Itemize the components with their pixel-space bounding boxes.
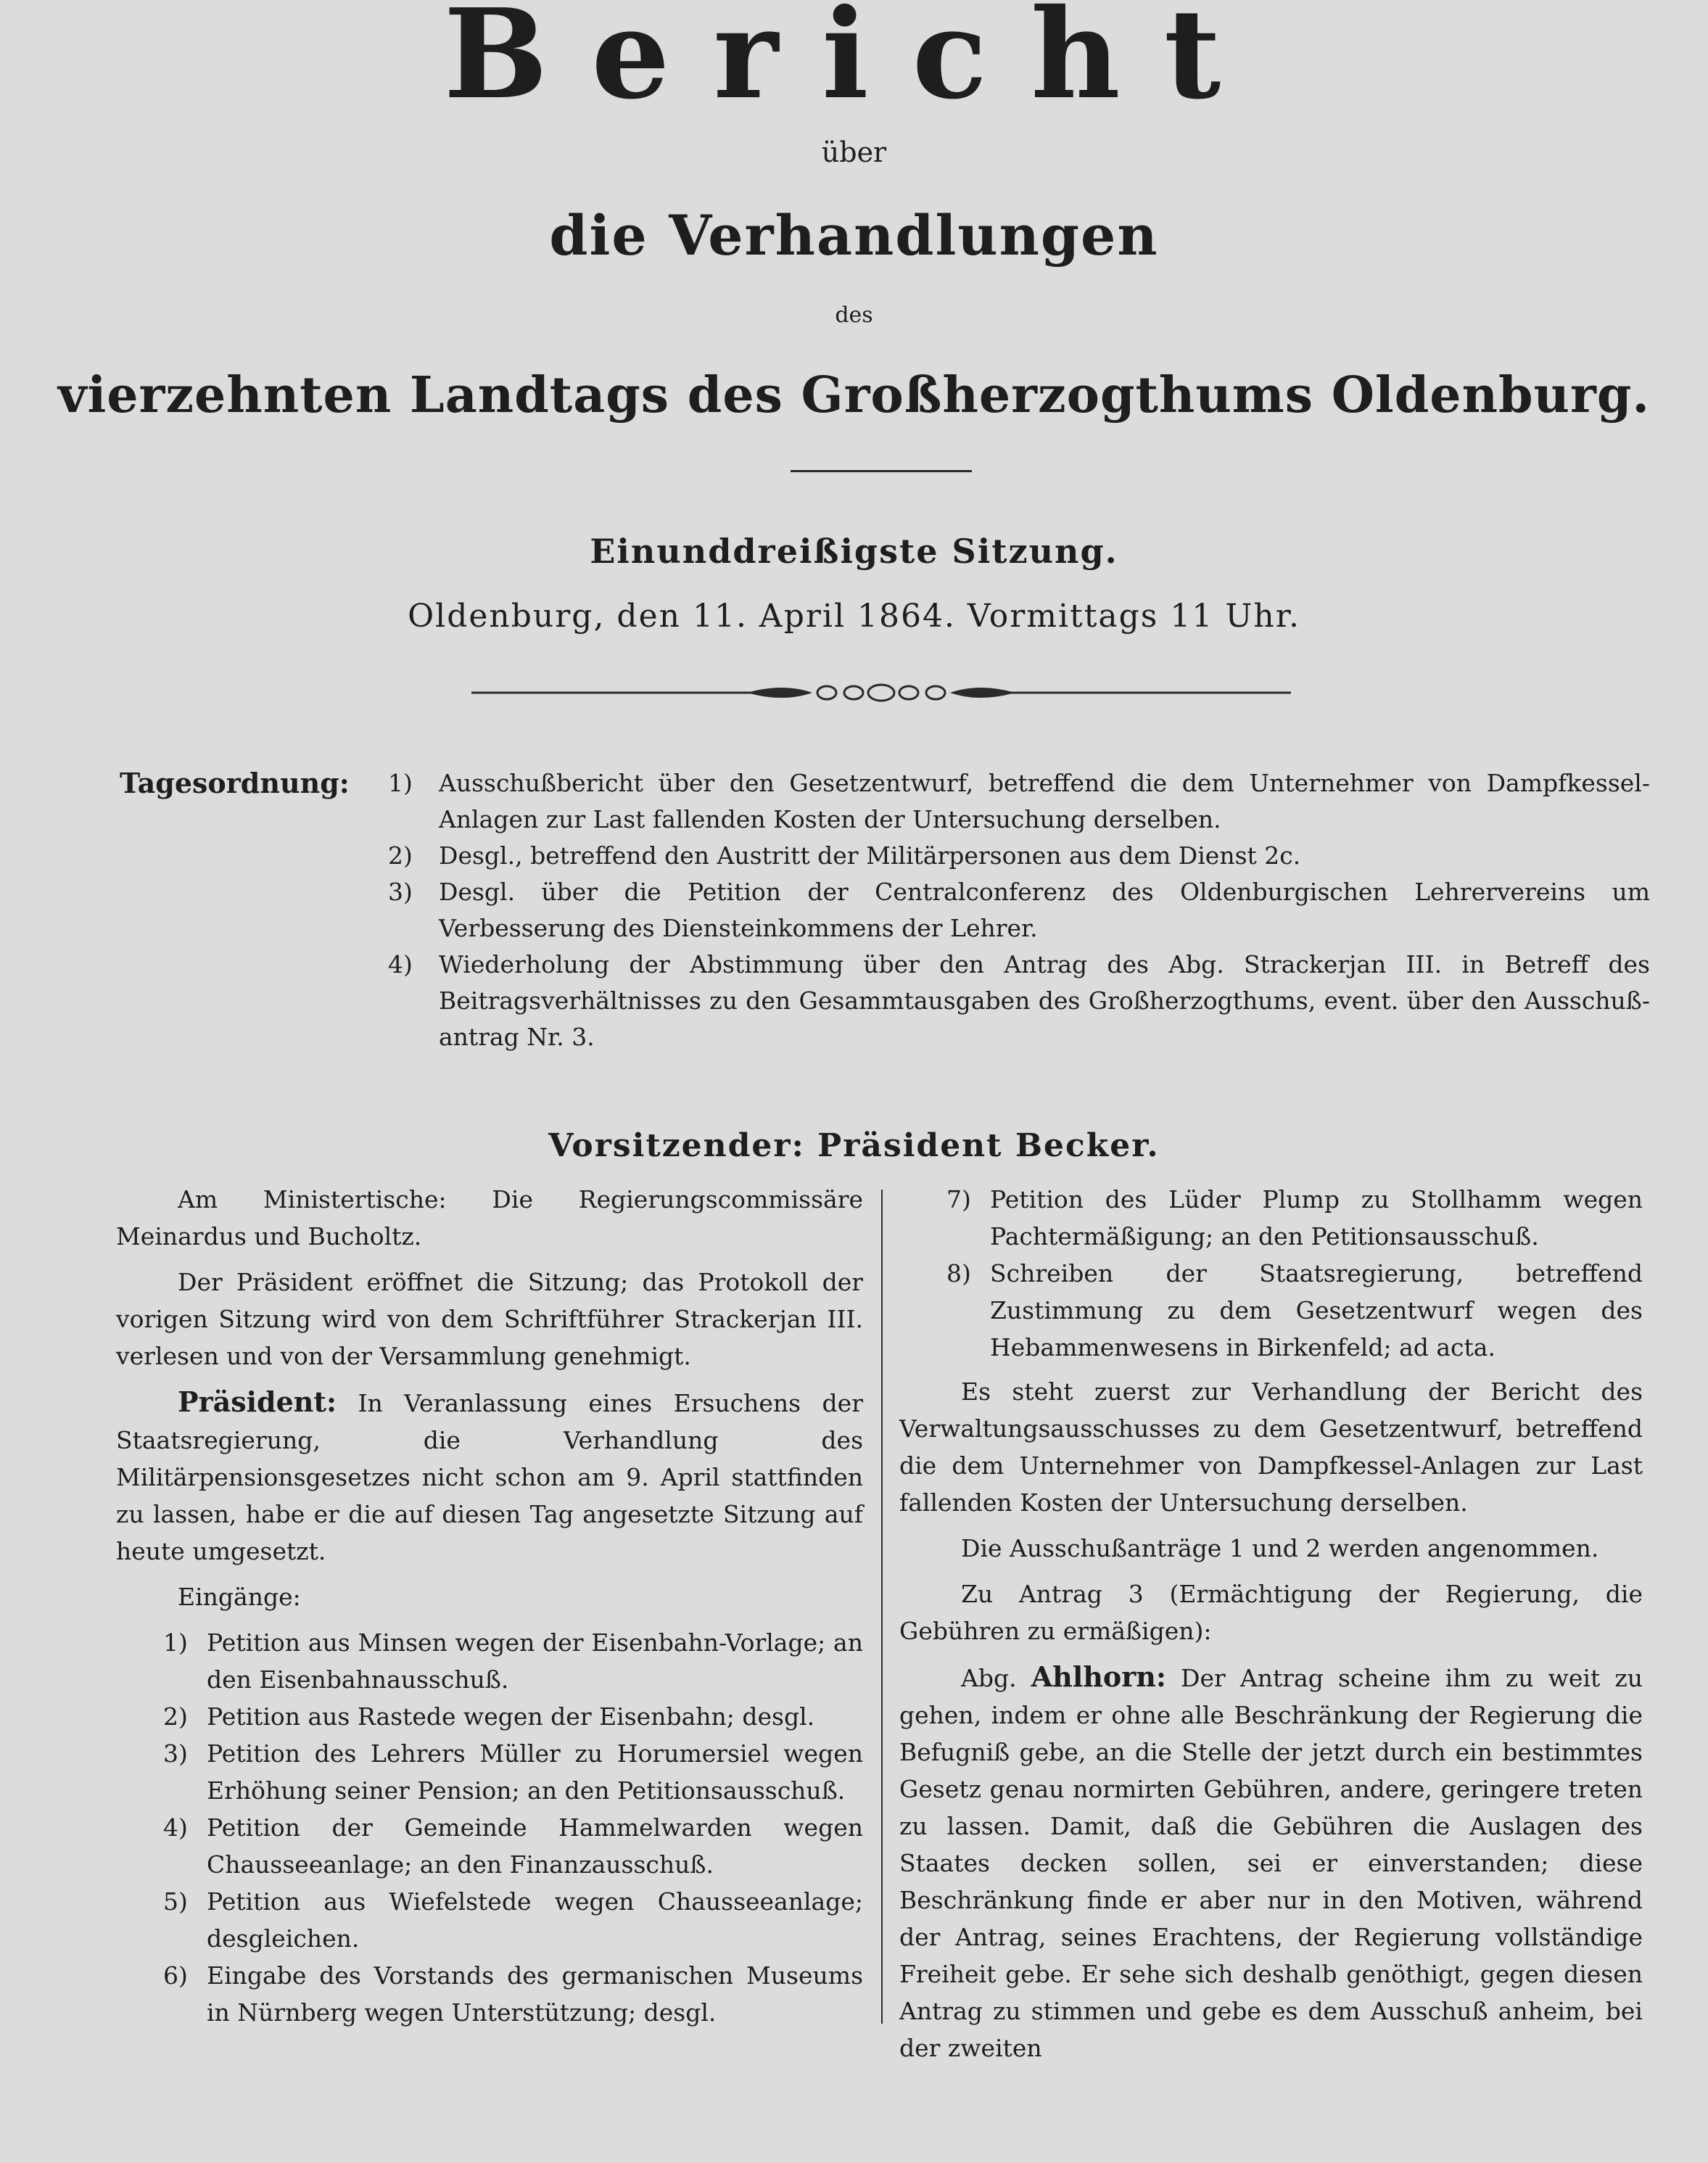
list-item: [899, 1181, 1643, 1255]
list-item: [116, 1624, 863, 1698]
vote-paragraph: Die Ausschußanträge 1 und 2 werden angenommen.: [961, 1534, 1599, 1562]
list-item: [116, 1735, 863, 1809]
des-line: des: [835, 302, 873, 328]
list-item-number: 6): [163, 1961, 188, 1990]
list-item-number: 5): [163, 1887, 188, 1916]
agenda-item-text: Wiederholung der Abstimmung über den Antrag des Abg. Strackerjan III. in Betreff des Beitragsverhältnisses zu den Gesammtausgaben des Großherzogthums, event. über den Ausschuß-antrag Nr. 3.: [439, 950, 1650, 1051]
list-item-number: 1): [163, 1628, 188, 1657]
agenda-item-number: 4): [388, 950, 413, 978]
ueber-line: über: [821, 136, 887, 168]
agenda-item-text: Desgl. über die Petition der Centralconferenz des Oldenburgischen Lehrervereins um Verbesserung des Diensteinkommens der Lehrer.: [439, 878, 1650, 942]
agenda-item-text: Desgl., betreffend den Austritt der Militärpersonen aus dem Dienst 2c.: [439, 841, 1301, 870]
eingaenge-list: [116, 1624, 863, 2031]
opening-paragraph: Der Präsident eröffnet die Sitzung; das Protokoll der vorigen Sitzung wird von dem Schriftführer Strackerjan III. verlesen und von der Versammlung genehmigt.: [116, 1268, 863, 1370]
list-item-number: 8): [946, 1259, 971, 1288]
agenda-label: Tagesordnung:: [120, 767, 350, 799]
ornament-divider: [471, 678, 1291, 707]
motion-paragraph: Zu Antrag 3 (Ermächtigung der Regierung, die Gebühren zu ermäßigen):: [899, 1580, 1643, 1645]
agenda-item: [388, 838, 1650, 874]
eingaenge-list-continued: [899, 1181, 1643, 1366]
chair-heading: Vorsitzender: Präsident Becker.: [548, 1127, 1160, 1164]
president-paragraph: [116, 1383, 863, 1570]
agenda-item-text: Ausschußbericht über den Gesetzentwurf, betreffend die dem Unternehmer von Dampfkessel-Anlagen zur Last fallenden Kosten der Untersuchung derselben.: [439, 769, 1650, 833]
speech-text: Der Antrag scheine ihm zu weit zu gehen, indem er ohne alle Beschränkung der Regierung die Befugniß gebe, an die Stelle der jetzt durch ein bestimmtes Gesetz genau normirten Gebühren, andere, geringere treten zu lassen. Damit, daß die Gebühren die Auslagen des Staates decken sollen, sei er einverstanden; diese Beschränkung finde er aber nur in den Motiven, während der Antrag, seines Erachtens, der Regierung vollständige Freiheit gebe. Er sehe sich deshalb genöthigt, gegen diesen Antrag zu stimmen und gebe es dem Ausschuß anheim, bei der zweiten: [899, 1664, 1643, 2062]
dateline: Oldenburg, den 11. April 1864. Vormittags 11 Uhr.: [408, 598, 1300, 635]
agenda-item-number: 1): [388, 769, 413, 797]
list-item-text: Eingabe des Vorstands des germanischen Museums in Nürnberg wegen Unterstützung; desgl.: [207, 1961, 863, 2027]
agenda-list: [388, 765, 1650, 1055]
ahlhorn-paragraph: [899, 1658, 1643, 2067]
speaker-name: Präsident:: [178, 1385, 337, 1418]
list-item-text: Petition aus Wiefelstede wegen Chausseeanlage; desgleichen.: [207, 1887, 863, 1953]
list-item: [116, 1883, 863, 1957]
list-item-number: 3): [163, 1739, 188, 1768]
list-item-text: Petition des Lehrers Müller zu Horumersiel wegen Erhöhung seiner Pension; an den Petitionsausschuß.: [207, 1739, 863, 1805]
column-divider: [881, 1190, 883, 2024]
short-rule: [791, 470, 972, 472]
list-item: [899, 1255, 1643, 1366]
list-item: [116, 1809, 863, 1883]
ministry-paragraph: Am Ministertische: Die Regierungscommissäre Meinardus und Bucholtz.: [116, 1185, 863, 1251]
session-heading: Einunddreißigste Sitzung.: [590, 532, 1118, 571]
abg-prefix: Abg.: [961, 1664, 1031, 1692]
list-item-text: Petition der Gemeinde Hammelwarden wegen Chausseeanlage; an den Finanzausschuß.: [207, 1813, 863, 1879]
list-item-text: Petition des Lüder Plump zu Stollhamm wegen Pachtermäßigung; an den Petitionsausschuß.: [990, 1185, 1643, 1251]
list-item-text: Petition aus Rastede wegen der Eisenbahn; desgl.: [207, 1702, 815, 1731]
subtitle-verhandlungen: die Verhandlungen: [549, 203, 1159, 268]
speaker-name: Ahlhorn:: [1031, 1660, 1166, 1693]
list-item: [116, 1698, 863, 1735]
speech-text: In Veranlassung eines Ersuchens der Staatsregierung, die Verhandlung des Militärpensionsgesetzes nicht schon am 9. April stattfinden zu lassen, habe er die auf diesen Tag angesetzte Sitzung auf heute umgesetzt.: [116, 1389, 863, 1565]
agenda-paragraph: Es steht zuerst zur Verhandlung der Bericht des Verwaltungsausschusses zu dem Gesetzentwurf, betreffend die dem Unternehmer von Dampfkessel-Anlagen zur Last fallenden Kosten der Untersuchung derselben.: [899, 1377, 1643, 1517]
agenda-item: [388, 765, 1650, 838]
agenda-item: [388, 947, 1650, 1055]
right-column: [899, 1181, 1643, 2075]
eingaenge-heading: Eingänge:: [178, 1583, 301, 1611]
report-title: Bericht: [443, 0, 1265, 127]
list-item: [116, 1957, 863, 2031]
landtag-heading: vierzehnten Landtags des Großherzogthums Oldenburg.: [57, 366, 1651, 424]
left-column: [116, 1181, 863, 2038]
list-item-number: 7): [946, 1185, 971, 1214]
list-item-number: 2): [163, 1702, 188, 1731]
agenda-item: [388, 874, 1650, 947]
list-item-text: Petition aus Minsen wegen der Eisenbahn-Vorlage; an den Eisenbahnausschuß.: [207, 1628, 863, 1694]
list-item-number: 4): [163, 1813, 188, 1842]
agenda-item-number: 3): [388, 878, 413, 906]
agenda-item-number: 2): [388, 841, 413, 870]
list-item-text: Schreiben der Staatsregierung, betreffend Zustimmung zu dem Gesetzentwurf wegen des Hebammenwesens in Birkenfeld; ad acta.: [990, 1259, 1643, 1361]
